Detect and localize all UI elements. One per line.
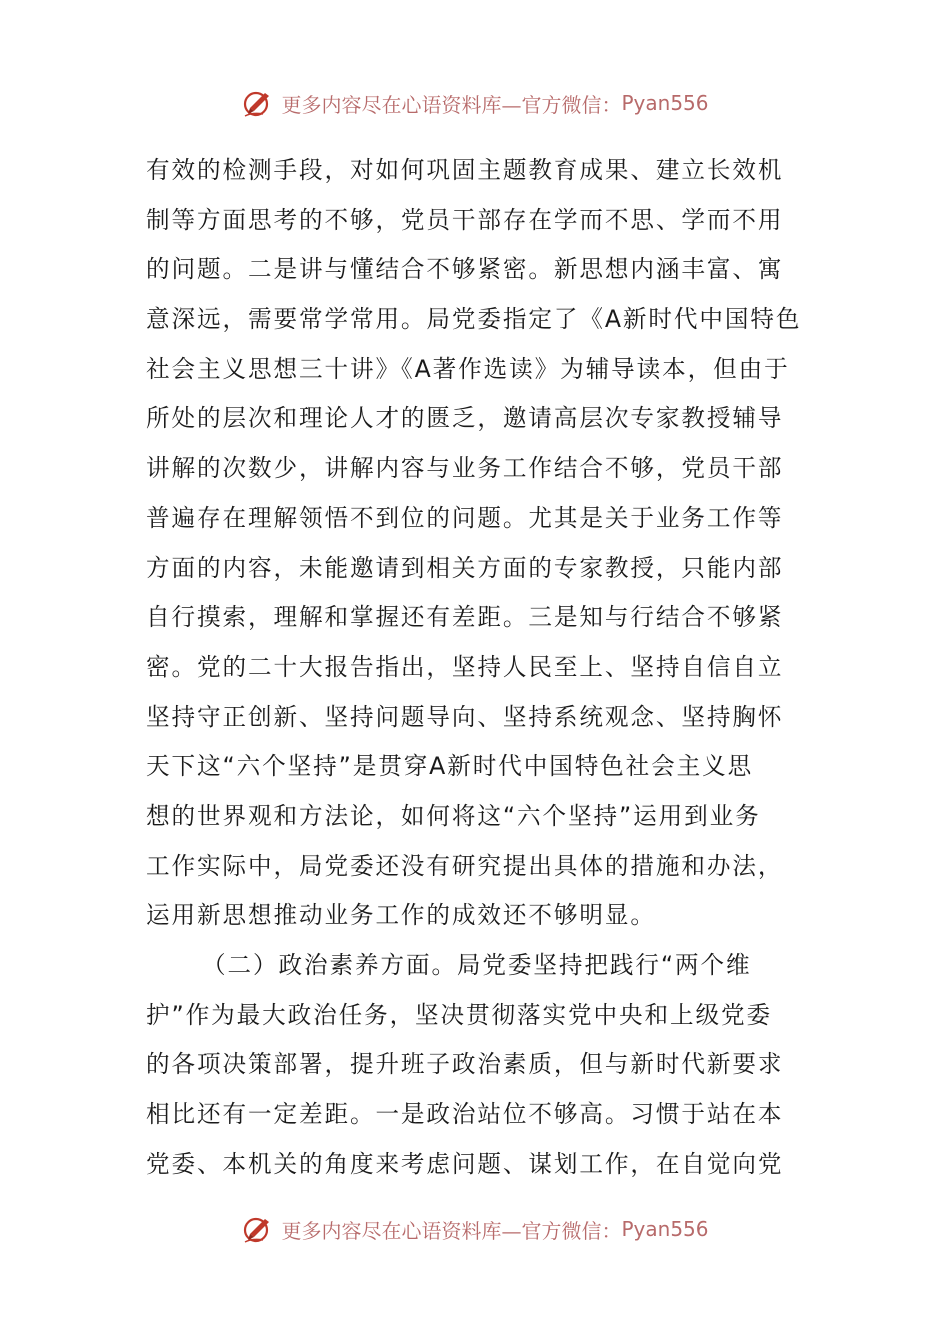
pen-logo-icon — [241, 86, 275, 120]
text-line: 相比还有一定差距。一是政治站位不够高。习惯于站在本 — [146, 1100, 784, 1129]
text-line: 讲解的次数少，讲解内容与业务工作结合不够，党员干部 — [146, 454, 784, 483]
footer-wechat-id: Pyan556 — [621, 1217, 709, 1241]
text-line: 所处的层次和理论人才的匮乏，邀请高层次专家教授辅导 — [146, 404, 784, 433]
text-line: 有效的检测手段，对如何巩固主题教育成果、建立长效机 — [146, 156, 784, 184]
section-heading-line: （二）政治素养方面。局党委坚持把践行“两个维 — [202, 951, 752, 979]
text-line: 方面的内容，未能邀请到相关方面的专家教授，只能内部 — [146, 553, 784, 582]
text-line: 密。党的二十大报告指出，坚持人民至上、坚持自信自立 — [146, 652, 784, 681]
text-line: 的各项决策部署，提升班子政治素质，但与新时代新要求 — [146, 1050, 784, 1079]
text-line: 意深远，需要常学常用。局党委指定了《A新时代中国特色 — [146, 305, 802, 334]
text-line: 天下这“六个坚持”是贯穿A新时代中国特色社会主义思 — [146, 752, 754, 781]
footer-banner-text: 更多内容尽在心语资料库—官方微信： — [281, 1218, 622, 1243]
text-line: 护”作为最大政治任务，坚决贯彻落实党中央和上级党委 — [146, 1000, 772, 1029]
text-line: 自行摸索，理解和掌握还有差距。三是知与行结合不够紧 — [146, 603, 784, 632]
text-line: 想的世界观和方法论，如何将这“六个坚持”运用到业务 — [146, 801, 761, 830]
text-line: 党委、本机关的角度来考虑问题、谋划工作，在自觉向党 — [146, 1149, 784, 1178]
text-line: 制等方面思考的不够，党员干部存在学而不思、学而不用 — [146, 205, 784, 234]
text-line: 坚持守正创新、坚持问题导向、坚持系统观念、坚持胸怀 — [146, 702, 784, 731]
text-line: 社会主义思想三十讲》《A著作选读》为辅导读本，但由于 — [146, 354, 790, 383]
text-line: 工作实际中，局党委还没有研究提出具体的措施和办法， — [146, 851, 784, 880]
pen-logo-icon — [241, 1212, 275, 1246]
header-banner-text: 更多内容尽在心语资料库—官方微信： — [281, 92, 622, 117]
header-banner — [0, 86, 950, 120]
footer-banner — [0, 1212, 950, 1246]
text-line: 的问题。二是讲与懂结合不够紧密。新思想内涵丰富、寓 — [146, 255, 784, 284]
text-line: 运用新思想推动业务工作的成效还不够明显。 — [146, 901, 656, 930]
header-wechat-id: Pyan556 — [621, 91, 709, 115]
document-body — [146, 146, 806, 1189]
text-line: 普遍存在理解领悟不到位的问题。尤其是关于业务工作等 — [146, 503, 784, 532]
